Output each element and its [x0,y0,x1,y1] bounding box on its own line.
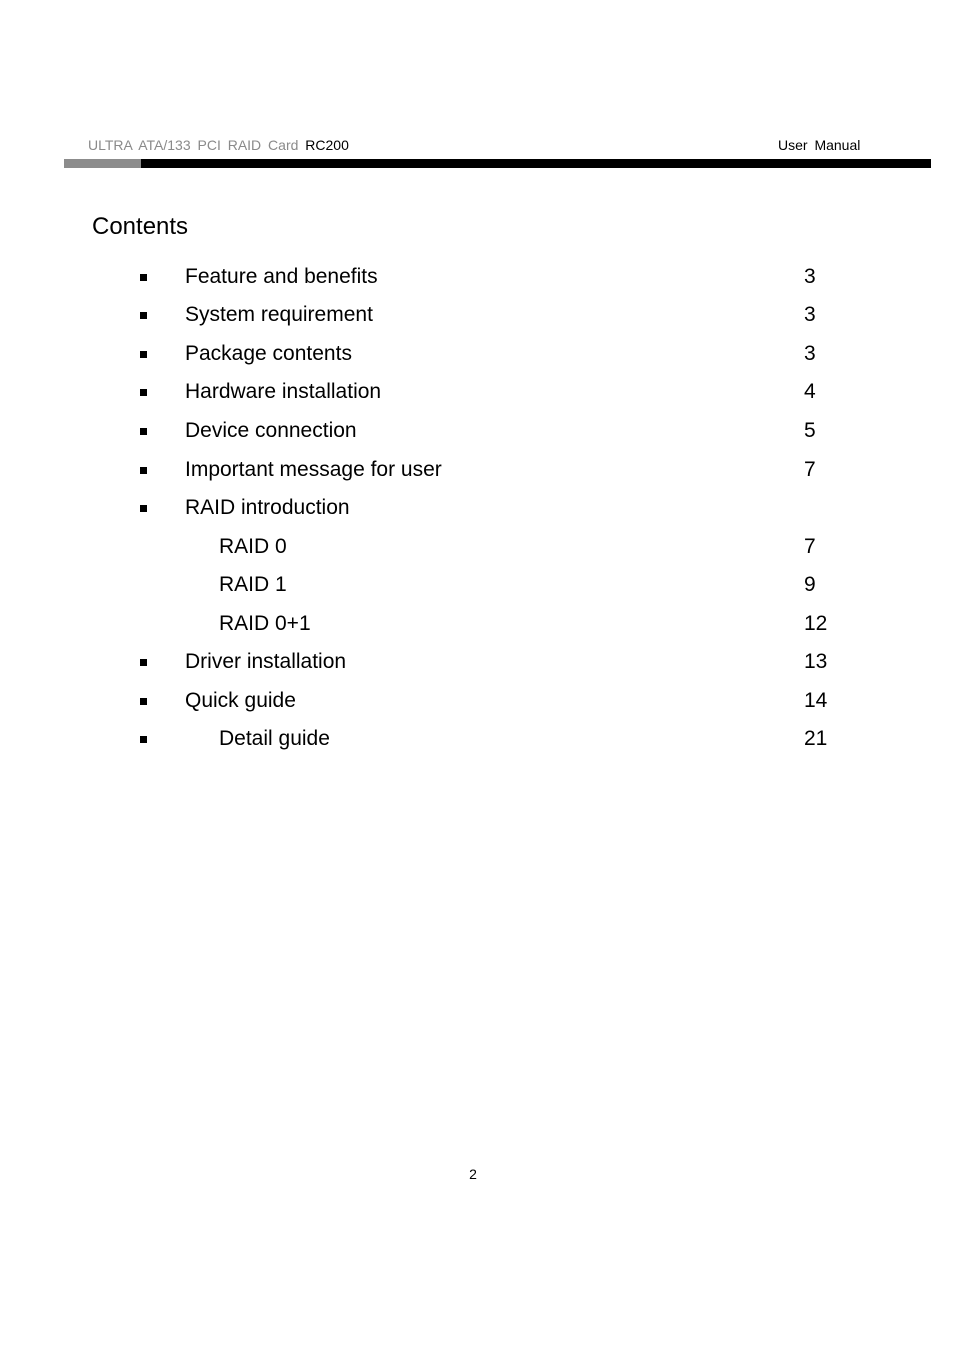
header-rule-black [141,159,931,168]
toc-entry-label: System requirement [185,303,373,326]
toc-entry-page: 9 [804,573,816,596]
toc-entry-label: Package contents [185,342,352,365]
toc-entry[interactable] [0,263,954,291]
toc-entry[interactable] [0,417,954,445]
bullet-icon [140,698,147,705]
toc-entry[interactable] [0,340,954,368]
bullet-icon [140,505,147,512]
toc-entry[interactable] [0,725,954,753]
bullet-icon [140,659,147,666]
toc-entry-label: Device connection [185,419,357,442]
toc-entry-label: RAID 0+1 [219,612,311,635]
toc-entry-page: 4 [804,380,816,403]
bullet-icon [140,351,147,358]
header-rule-gray [64,159,141,168]
toc-entry-label: Hardware installation [185,380,382,403]
bullet-icon [140,274,147,281]
toc-entry-label: Feature and benefits [185,265,378,288]
toc-entry[interactable] [0,494,954,522]
bullet-icon [140,428,147,435]
toc-entry-page: 21 [804,727,828,750]
toc-entry[interactable] [0,456,954,484]
toc-entry-label: Driver installation [185,650,347,673]
page-number: 2 [469,1166,477,1182]
toc-entry[interactable] [0,648,954,676]
header-product: ULTRA ATA/133 PCI RAID Card [88,137,299,153]
toc-subentry[interactable] [0,533,954,561]
bullet-icon [140,389,147,396]
toc-entry-label: Detail guide [219,727,330,750]
toc-entry-label: RAID 0 [219,535,287,558]
toc-entry-label: Important message for user [185,458,442,481]
contents-title: Contents [92,213,189,240]
toc-entry-label: RAID introduction [185,496,350,519]
bullet-icon [140,736,147,743]
toc-entry-page: 7 [804,458,816,481]
toc-entry[interactable] [0,687,954,715]
toc-entry-page: 14 [804,689,828,712]
toc-entry-label: Quick guide [185,689,296,712]
toc-entry-page: 3 [804,342,816,365]
toc-entry-page: 5 [804,419,816,442]
header-model: RC200 [305,137,349,153]
toc-entry[interactable] [0,378,954,406]
toc-entry[interactable] [0,301,954,329]
toc-entry-label: RAID 1 [219,573,287,596]
header-product-title [88,137,349,153]
toc-entry-page: 3 [804,265,816,288]
toc-entry-page: 13 [804,650,828,673]
toc-entry-page: 7 [804,535,816,558]
bullet-icon [140,467,147,474]
toc-entry-page: 12 [804,612,828,635]
toc-subentry[interactable] [0,571,954,599]
header-doc-type: User Manual [778,137,861,153]
toc-entry-page: 3 [804,303,816,326]
bullet-icon [140,312,147,319]
toc-subentry[interactable] [0,610,954,638]
